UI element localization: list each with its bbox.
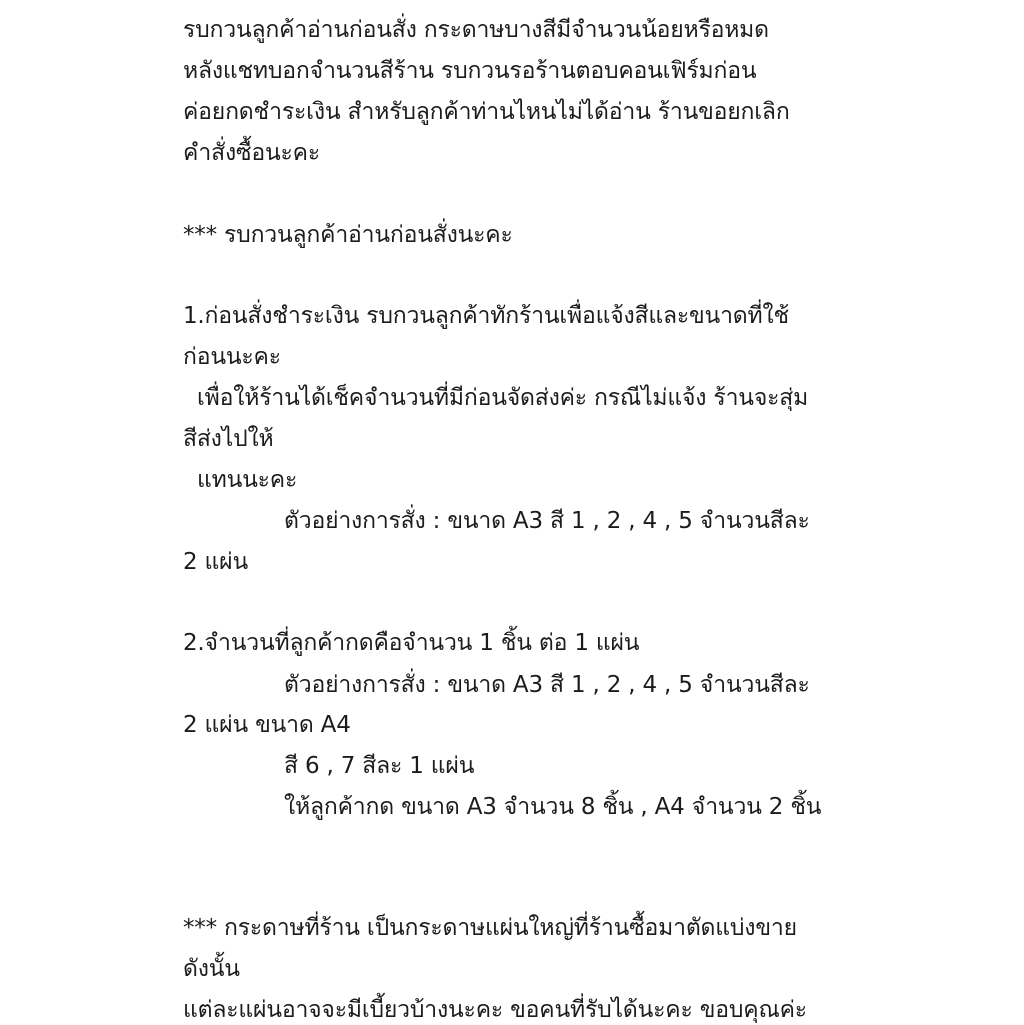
example-line: สี 6 , 7 สีละ 1 แผ่น [284,753,475,779]
read-first-heading: *** รบกวนลูกค้าอ่านก่อนสั่งนะคะ [183,222,513,248]
example-line: 2 แผ่น ขนาด A4 [183,712,351,738]
rule-line: 1.ก่อนสั่งชำระเงิน รบกวนลูกค้าทักร้านเพื่อแจ้งสีและขนาดที่ใช้ [183,303,789,329]
rule-line: เพื่อให้ร้านได้เช็คจำนวนที่มีก่อนจัดส่งค่ะ กรณีไม่แจ้ง ร้านจะสุ่ม [197,385,809,411]
note-line: ดังนั้น [183,956,240,982]
rule-line: แทนนะคะ [197,467,298,493]
notice-line: ค่อยกดชำระเงิน สำหรับลูกค้าท่านไหนไม่ได้อ่าน ร้านขอยกเลิก [183,99,790,125]
note-line: *** กระดาษที่ร้าน เป็นกระดาษแผ่นใหญ่ที่ร้านซื้อมาตัดแบ่งขาย [183,915,797,941]
example-line: ตัวอย่างการสั่ง : ขนาด A3 สี 1 , 2 , 4 , 5 จำนวนสีละ [284,508,810,534]
notice-line: หลังแชทบอกจำนวนสีร้าน รบกวนรอร้านตอบคอนเฟิร์มก่อน [183,58,757,84]
rule-line: 2.จำนวนที่ลูกค้ากดคือจำนวน 1 ชิ้น ต่อ 1 แผ่น [183,630,640,656]
note-line: แต่ละแผ่นอาจจะมีเบี้ยวบ้างนะคะ ขอคนที่รับได้นะคะ ขอบคุณค่ะ [183,997,807,1023]
example-line: 2 แผ่น [183,549,248,575]
notice-line: รบกวนลูกค้าอ่านก่อนสั่ง กระดาษบางสีมีจำนวนน้อยหรือหมด [183,17,769,43]
rule-line: ก่อนนะคะ [183,344,281,370]
rule-line: สีส่งไปให้ [183,426,274,452]
example-line: ตัวอย่างการสั่ง : ขนาด A3 สี 1 , 2 , 4 , 5 จำนวนสีละ [284,672,810,698]
example-line: ให้ลูกค้ากด ขนาด A3 จำนวน 8 ชิ้น , A4 จำนวน 2 ชิ้น [284,794,822,820]
notice-line: คำสั่งซื้อนะคะ [183,140,321,166]
